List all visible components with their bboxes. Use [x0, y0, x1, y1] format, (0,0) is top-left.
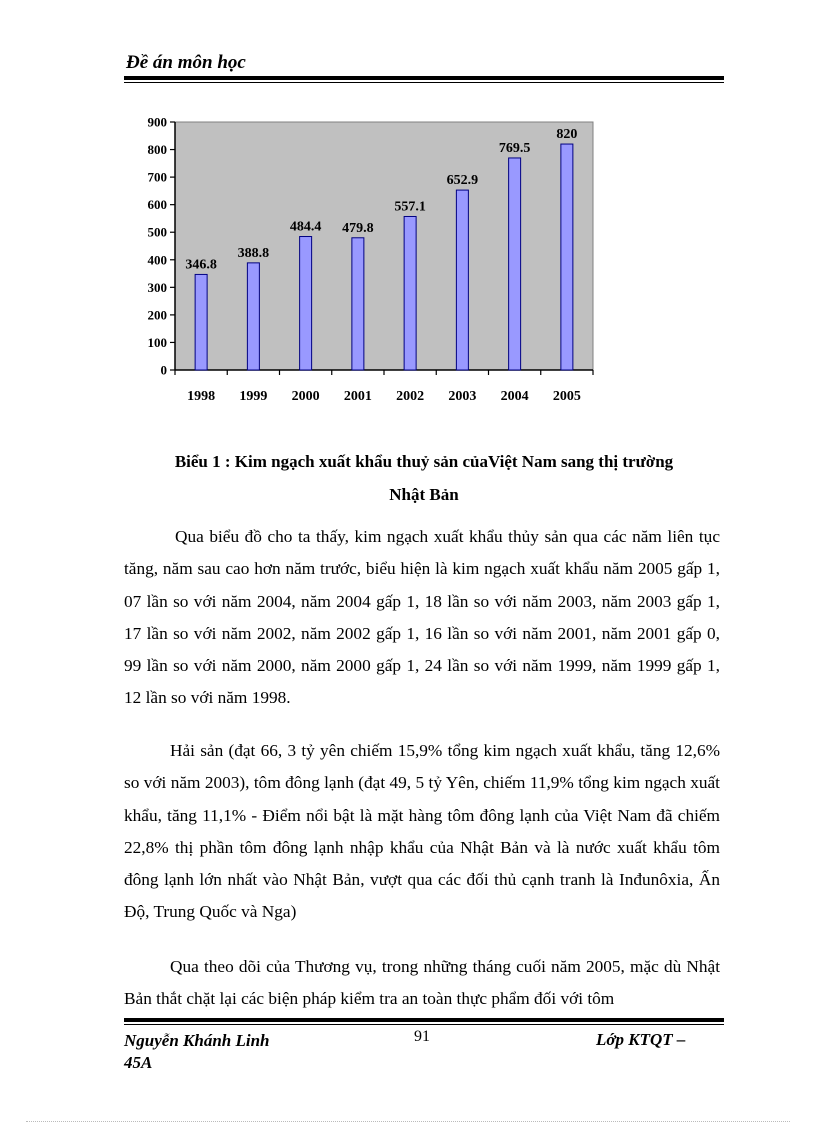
y-tick-label: 0: [160, 362, 167, 378]
footer-author: [124, 1030, 270, 1074]
paragraph-2: Hải sản (đạt 66, 3 tỷ yên chiếm 15,9% tổng kim ngạch xuất khẩu, tăng 12,6% so với năm 2003), tôm đông lạnh (đạt 49, 5 tỷ Yên, chiếm 11,9% tổng kim ngạch xuất khẩu, tăng 11,1% - Điểm nổi bật là mặt hàng tôm đông lạnh của Việt Nam đã chiếm 22,8% thị phần tôm đông lạnh nhập khẩu của Nhật Bản và là nước xuất khẩu tôm đông lạnh lớn nhất vào Nhật Bản, vượt qua các đối thủ cạnh tranh là Inđunôxia, Ấn Độ, Trung Quốc và Nga): [124, 741, 720, 922]
x-tick-label-2003: 2003: [448, 389, 477, 404]
page-edge-divider: [26, 1121, 790, 1122]
x-tick-label-1999: 1999: [239, 389, 268, 404]
data-label-2003: 652.9: [446, 173, 479, 189]
bar-2001: [352, 238, 364, 370]
paragraph-3: Qua theo dõi của Thương vụ, trong những tháng cuối năm 2005, mặc dù Nhật Bản thắt chặt lại các biện pháp kiểm tra an toàn thực phẩm đối với tôm: [124, 957, 720, 1009]
y-tick-label: 500: [147, 224, 167, 240]
x-tick-label-2002: 2002: [396, 389, 425, 404]
bar-1999: [247, 263, 259, 370]
footer-rule-thin: [124, 1024, 724, 1025]
x-tick-label-2001: 2001: [343, 389, 372, 404]
data-label-2002: 557.1: [394, 199, 426, 215]
bar-2003: [456, 190, 468, 370]
data-label-2000: 484.4: [289, 219, 322, 235]
chart-caption-line-1: Biểu 1 : Kim ngạch xuất khẩu thuỷ sản củaViệt Nam sang thị trường: [174, 452, 674, 471]
bar-2000: [300, 237, 312, 370]
footer-author-cohort: 45A: [124, 1053, 153, 1072]
data-label-1999: 388.8: [237, 245, 270, 261]
x-tick-label-2004: 2004: [500, 389, 529, 404]
data-label-2001: 479.8: [342, 220, 374, 236]
footer-rule-thick: [124, 1018, 724, 1022]
y-tick-label: 900: [147, 114, 167, 130]
header-rule-thin: [124, 82, 724, 83]
y-tick-label: 100: [147, 334, 167, 350]
y-tick-label: 600: [147, 197, 167, 213]
bar-1998: [195, 274, 207, 370]
document-header-title: Đề án môn học: [126, 52, 246, 73]
header-rule-thick: [124, 76, 724, 80]
data-label-2005: 820: [556, 127, 578, 143]
bar-2004: [509, 158, 521, 370]
footer-page-number: 91: [414, 1028, 430, 1045]
bar-2005: [561, 144, 573, 370]
footer-author-name: Nguyễn Khánh Linh: [124, 1031, 270, 1050]
chart-caption-line-2: Nhật Bản: [389, 485, 459, 504]
y-tick-label: 400: [147, 252, 167, 268]
bar-chart: [135, 112, 605, 412]
y-tick-label: 700: [147, 169, 167, 185]
x-tick-label-2000: 2000: [291, 389, 320, 404]
y-tick-label: 800: [147, 142, 167, 158]
x-tick-label-2005: 2005: [552, 389, 581, 404]
y-tick-label: 200: [147, 307, 167, 323]
footer-class-label: Lớp KTQT –: [596, 1030, 686, 1049]
paragraph-1: Qua biểu đồ cho ta thấy, kim ngạch xuất khẩu thủy sản qua các năm liên tục tăng, năm sau cao hơn năm trước, biểu hiện là kim ngạch xuất khẩu năm 2005 gấp 1, 07 lần so với năm 2004, năm 2004 gấp 1, 18 lần so với năm 2003, năm 2003 gấp 1, 17 lần so với năm 2002, năm 2002 gấp 1, 16 lần so với năm 2001, năm 2001 gấp 0, 99 lần so với năm 2000, năm 2000 gấp 1, 24 lần so với năm 1999, năm 1999 gấp 1, 12 lần so với năm 1998.: [124, 527, 720, 708]
y-tick-label: 300: [147, 279, 167, 295]
data-label-2004: 769.5: [498, 140, 531, 156]
x-tick-label-1998: 1998: [187, 389, 216, 404]
data-label-1998: 346.8: [185, 257, 217, 273]
bar-2002: [404, 216, 416, 370]
